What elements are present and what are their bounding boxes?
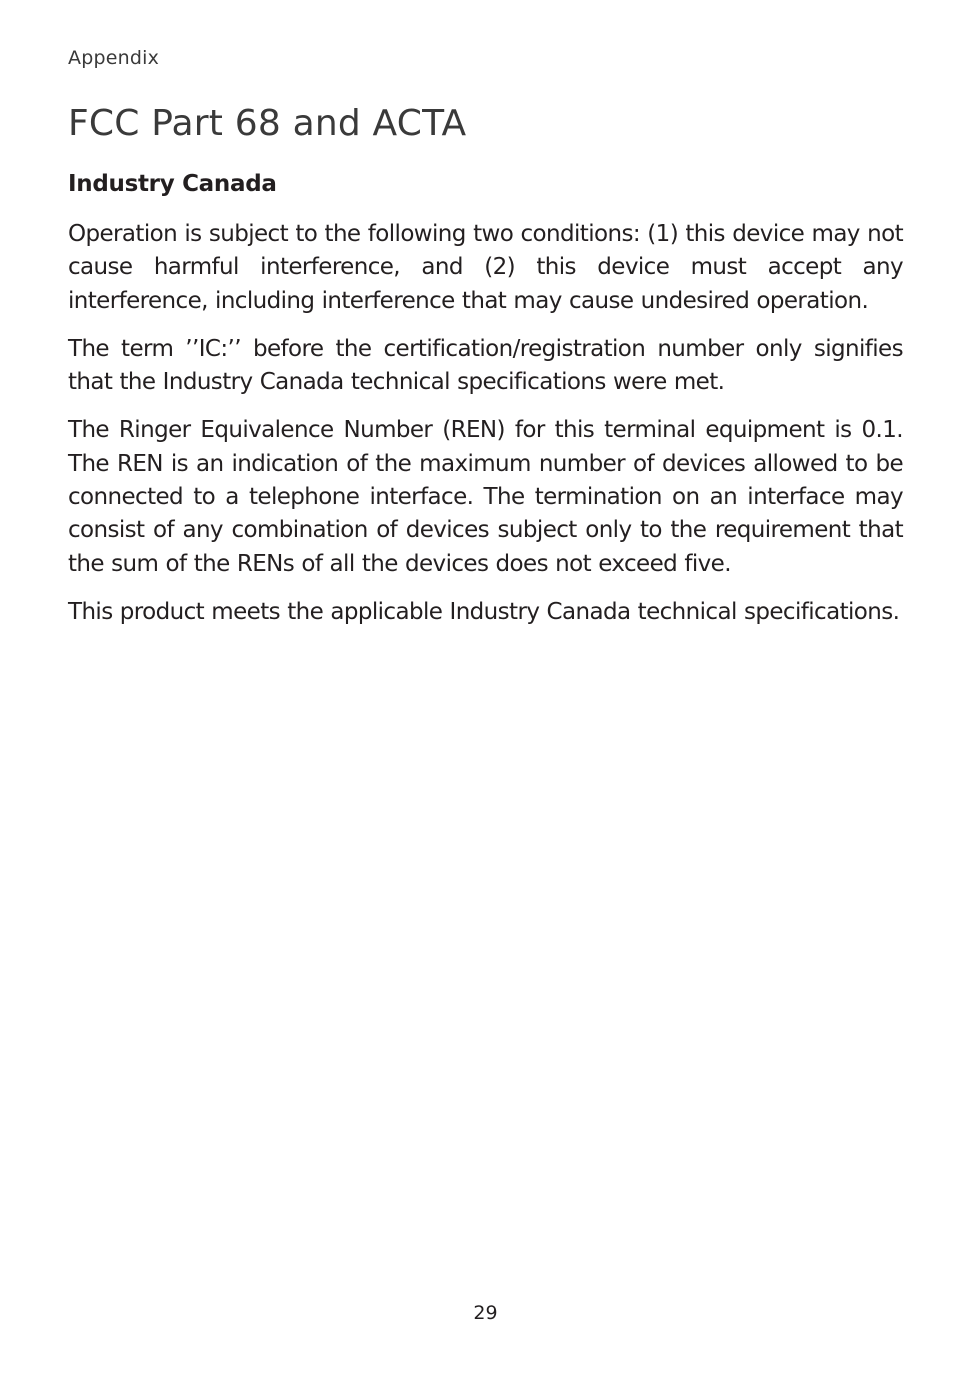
paragraph-ic-term: The term ’’IC:’’ before the certification/registration number only signifies that the Industry Canada technical specifications were met.: [68, 335, 903, 396]
section-heading: Industry Canada: [68, 171, 277, 197]
running-header: Appendix: [68, 47, 160, 69]
page-number: 29: [473, 1302, 498, 1324]
paragraph-ren: The Ringer Equivalence Number (REN) for this terminal equipment is 0.1. The REN is an indication of the maximum number of devices allowed to be connected to a telephone interface. The termination on an interface may consist of any combination of devices subject only to the requirement that the sum of the RENs of all the devices does not exceed five.: [68, 417, 903, 577]
paragraph-compliance: This product meets the applicable Industry Canada technical specifications.: [68, 598, 900, 625]
page-title: FCC Part 68 and ACTA: [68, 103, 467, 144]
paragraph-operation-conditions: Operation is subject to the following two conditions: (1) this device may not cause harmful interference, and (2) this device must accept any interference, including interference that may cause undesired operation.: [68, 221, 903, 314]
body-text: [68, 218, 903, 644]
